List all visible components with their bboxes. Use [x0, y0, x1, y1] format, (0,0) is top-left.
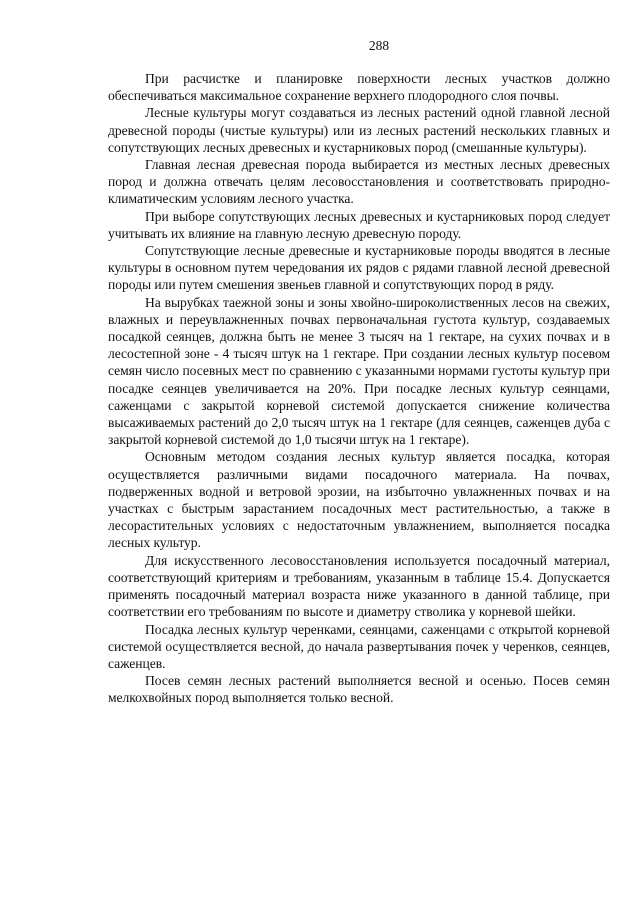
paragraph-5: Сопутствующие лесные древесные и кустарниковые породы вводятся в лесные культуры в основном путем чередования их рядов с рядами главной лесной древесной породы или путем смешения звеньев главной и сопутствующих пород в ряду.: [108, 243, 610, 293]
paragraph-7: Основным методом создания лесных культур является посадка, которая осуществляется различными видами посадочного материала. На почвах, подверженных водной и ветровой эрозии, на избыточно увлажненных почвах и на участках с быстрым зарастанием посадочных мест растительностью, а также в лесорастительных условиях с недостаточным увлажнением, выполняется посадка лесных культур.: [108, 449, 610, 551]
paragraph-10: Посев семян лесных растений выполняется весной и осенью. Посев семян мелкохвойных пород выполняется только весной.: [108, 673, 610, 706]
paragraph-3: Главная лесная древесная порода выбирается из местных лесных древесных пород и должна отвечать целям лесовосстановления и соответствовать природно-климатическим условиям лесного участка.: [108, 157, 610, 207]
paragraph-8: Для искусственного лесовосстановления используется посадочный материал, соответствующий критериям и требованиям, указанным в таблице 15.4. Допускается применять посадочный материал возраста ниже указанного в данной таблице, при соответствии его требованиям по высоте и диаметру стволика у корневой шейки.: [108, 552, 610, 620]
paragraph-1: При расчистке и планировке поверхности лесных участков должно обеспечиваться максимальное сохранение верхнего плодородного слоя почвы.: [108, 71, 610, 104]
paragraph-2: Лесные культуры могут создаваться из лесных растений одной главной лесной древесной породы (чистые культуры) или из лесных растений нескольких главных и сопутствующих лесных древесных и кустарниковых пород (смешанные культуры).: [108, 105, 610, 155]
page-number: 288: [368, 38, 390, 53]
paragraph-9: Посадка лесных культур черенками, сеянцами, саженцами с открытой корневой системой осуществляется весной, до начала развертывания почек у черенков, сеянцев, саженцев.: [108, 621, 610, 671]
paragraph-4: При выборе сопутствующих лесных древесных и кустарниковых пород следует учитывать их влияние на главную лесную древесную породу.: [108, 208, 610, 241]
paragraph-6: На вырубках таежной зоны и зоны хвойно-широколиственных лесов на свежих, влажных и переувлажненных почвах первоначальная густота культур, создаваемых посадкой сеянцев, должна быть не менее 3 тысяч на 1 гектаре, на сухих почвах и в лесостепной зоне - 4 тысяч штук на 1 гектаре. При создании лесных культур посевом семян число посевных мест по сравнению с указанными нормами густоты культур при посадке сеянцев увеличивается на 20%. При посадке лесных культур сеянцами, саженцами с закрытой корневой системой допускается снижение количества высаживаемых растений до 2,0 тысяч штук на 1 гектаре (для сеянцев, саженцев дуба с закрытой корневой системой до 1,0 тысячи штук на 1 гектаре).: [108, 294, 610, 448]
